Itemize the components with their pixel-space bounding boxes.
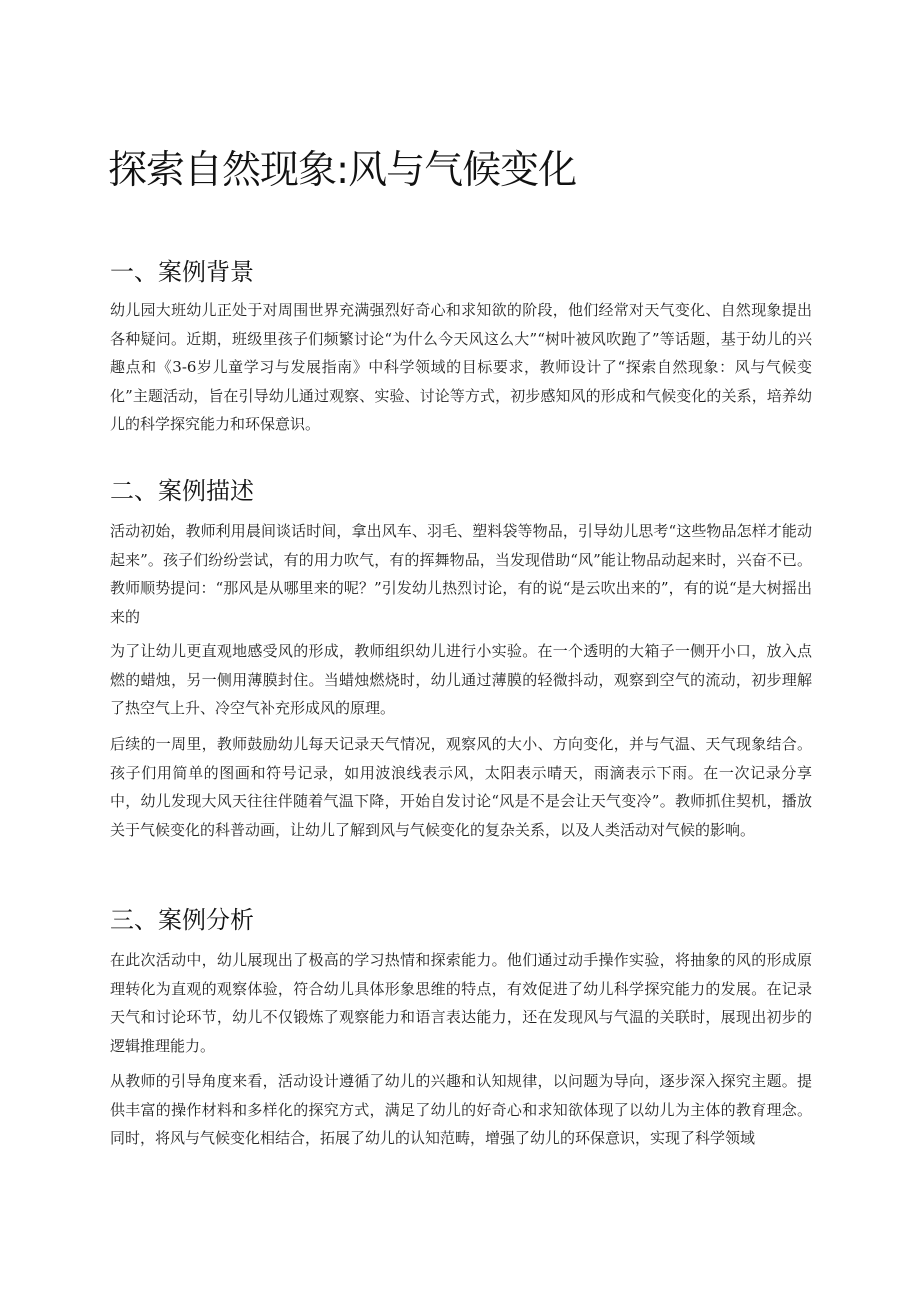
paragraph-description-1: 活动初始，教师利用晨间谈话时间，拿出风车、羽毛、塑料袋等物品，引导幼儿思考“这些物品怎样才能动起来”。孩子们纷纷尝试，有的用力吹气，有的挥舞物品，当发现借助“风”能让物品动起来时，兴奋不已。教师顺势提问：“那风是从哪里来的呢？”引发幼儿热烈讨论，有的说“是云吹出来的”，有的说“是大树摇出来的	[110, 522, 812, 626]
paragraph-description-3: 后续的一周里，教师鼓励幼儿每天记录天气情况，观察风的大小、方向变化，并与气温、天气现象结合。孩子们用简单的图画和符号记录，如用波浪线表示风，太阳表示晴天，雨滴表示下雨。在一次记录分享中，幼儿发现大风天往往伴随着气温下降，开始自发讨论“风是不是会让天气变冷”。教师抓住契机，播放关于气候变化的科普动画，让幼儿了解到风与气候变化的复杂关系，以及人类活动对气候的影响。	[110, 735, 812, 839]
paragraph-analysis-2: 从教师的引导角度来看，活动设计遵循了幼儿的兴趣和认知规律，以问题为导向，逐步深入探究主题。提供丰富的操作材料和多样化的探究方式，满足了幼儿的好奇心和求知欲体现了以幼儿为主体的教育理念。同时，将风与气候变化相结合，拓展了幼儿的认知范畴，增强了幼儿的环保意识，实现了科学领域	[110, 1072, 812, 1148]
paragraph-background-1: 幼儿园大班幼儿正处于对周围世界充满强烈好奇心和求知欲的阶段，他们经常对天气变化、自然现象提出各种疑问。近期，班级里孩子们频繁讨论“为什么今天风这么大”“树叶被风吹跑了”等话题，基于幼儿的兴趣点和《3-6岁儿童学习与发展指南》中科学领域的目标要求，教师设计了“探索自然现象：风与气候变化”主题活动，旨在引导幼儿通过观察、实验、讨论等方式，初步感知风的形成和气候变化的关系，培养幼儿的科学探究能力和环保意识。	[110, 301, 812, 434]
section-heading-description: 二、案例描述	[110, 477, 254, 505]
paragraph-description-2: 为了让幼儿更直观地感受风的形成，教师组织幼儿进行小实验。在一个透明的大箱子一侧开小口，放入点燃的蜡烛，另一侧用薄膜封住。当蜡烛燃烧时，幼儿通过薄膜的轻微抖动，观察到空气的流动，初步理解了热空气上升、冷空气补充形成风的原理。	[110, 642, 812, 718]
section-heading-analysis: 三、案例分析	[110, 906, 254, 934]
paragraph-analysis-1: 在此次活动中，幼儿展现出了极高的学习热情和探索能力。他们通过动手操作实验，将抽象的风的形成原理转化为直观的观察体验，符合幼儿具体形象思维的特点，有效促进了幼儿科学探究能力的发展。在记录天气和讨论环节，幼儿不仅锻炼了观察能力和语言表达能力，还在发现风与气温的关联时，展现出初步的逻辑推理能力。	[110, 951, 812, 1055]
document-title: 探索自然现象:风与气候变化	[108, 148, 577, 193]
section-heading-background: 一、案例背景	[110, 258, 254, 286]
